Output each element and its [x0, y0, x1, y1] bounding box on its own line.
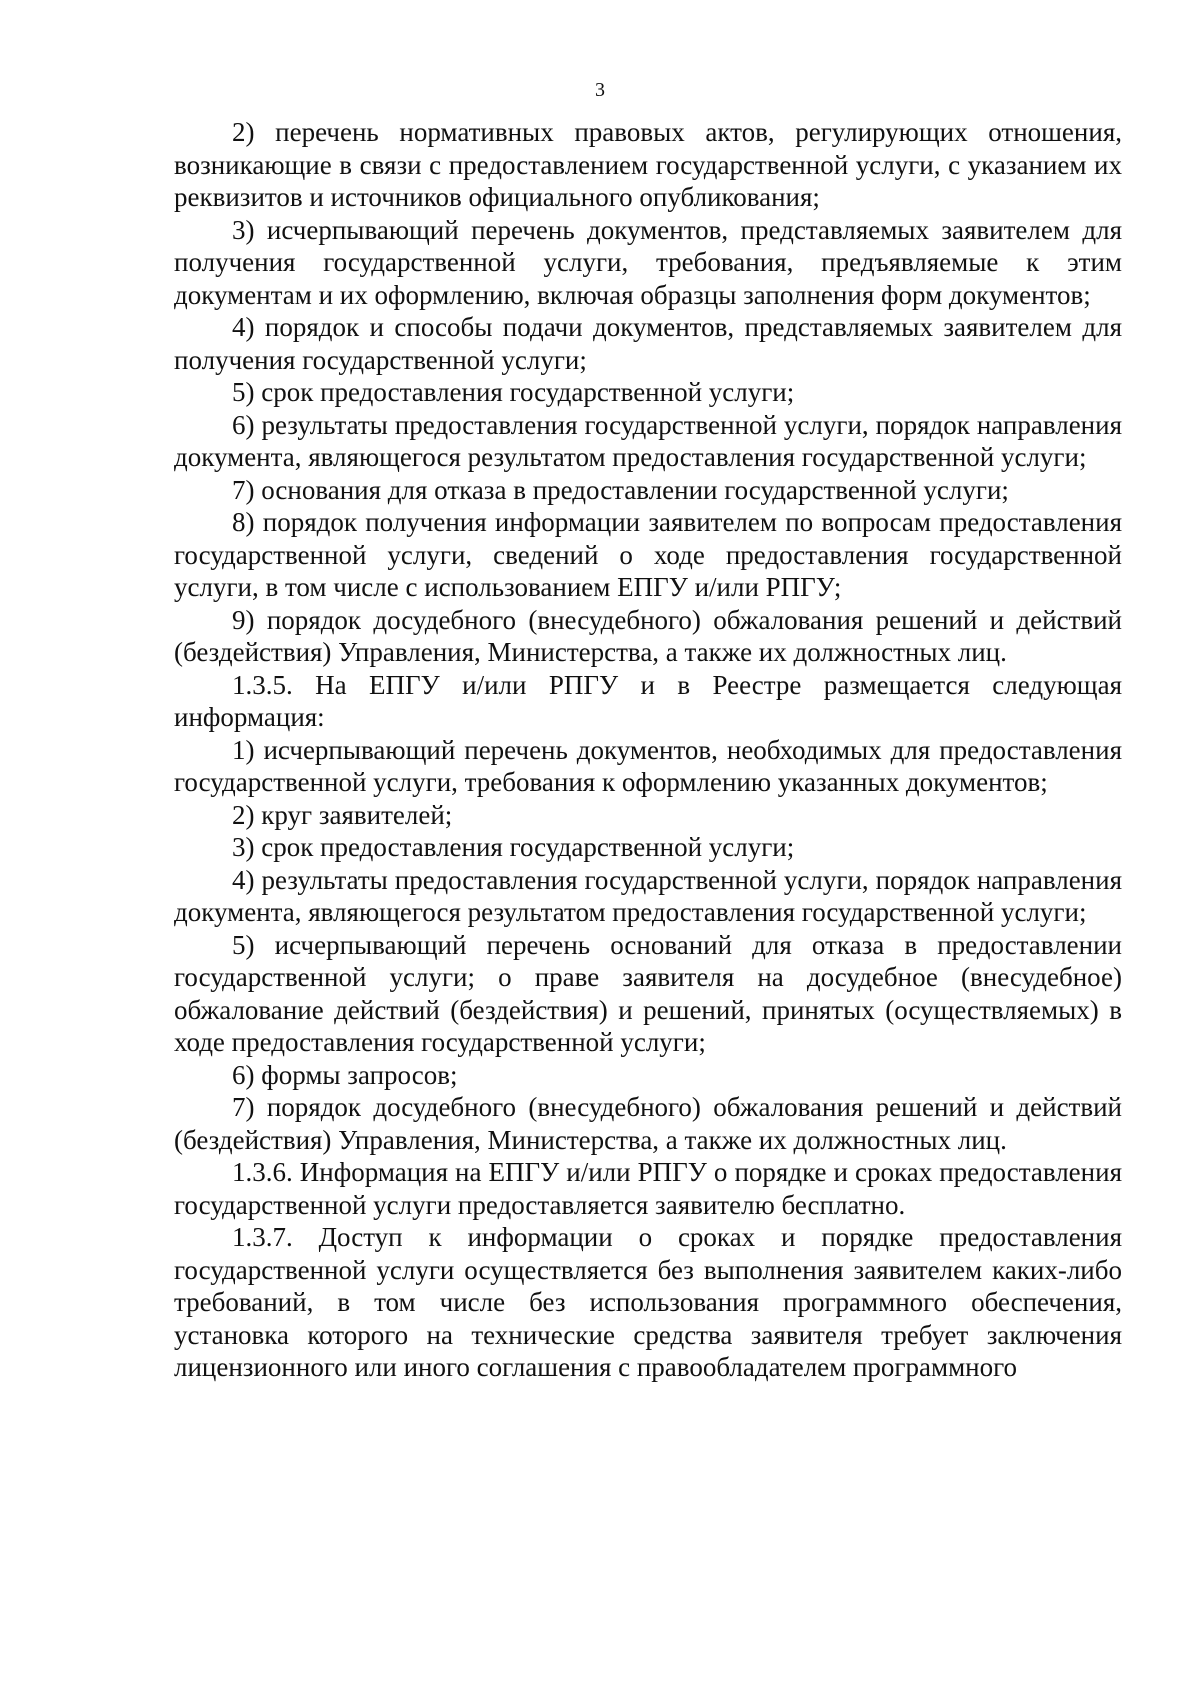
paragraph-list-item-6: 6) формы запросов; — [232, 1059, 458, 1090]
document-body — [174, 116, 1122, 1384]
paragraph-item-2: 2) перечень нормативных правовых актов, регулирующих отношения, возникающие в связи с предоставлением государственной услуги, с указанием их реквизитов и источников официального опубликования; — [174, 117, 1122, 212]
paragraph-item-4: 4) порядок и способы подачи документов, представляемых заявителем для получения государственной услуги; — [174, 312, 1122, 375]
paragraph-item-9: 9) порядок досудебного (внесудебного) обжалования решений и действий (бездействия) Управления, Министерства, а также их должностных лиц. — [174, 604, 1122, 667]
paragraph-item-7: 7) основания для отказа в предоставлении государственной услуги; — [232, 474, 1009, 505]
paragraph-item-6: 6) результаты предоставления государственной услуги, порядок направления документа, являющегося результатом предоставления государственной услуги; — [174, 409, 1122, 472]
paragraph-item-8: 8) порядок получения информации заявителем по вопросам предоставления государственной услуги, сведений о ходе предоставления государственной услуги, в том числе с использованием ЕПГУ и/или РПГУ; — [174, 507, 1122, 602]
paragraph-item-3: 3) исчерпывающий перечень документов, представляемых заявителем для получения государственной услуги, требования, предъявляемые к этим документам и их оформлению, включая образцы заполнения форм документов; — [174, 214, 1122, 310]
paragraph-section-1-3-6: 1.3.6. Информация на ЕПГУ и/или РПГУ о порядке и сроках предоставления государственной услуги предоставляется заявителю бесплатно. — [174, 1157, 1122, 1220]
paragraph-item-5: 5) срок предоставления государственной услуги; — [232, 377, 795, 407]
paragraph-list-item-4: 4) результаты предоставления государственной услуги, порядок направления документа, являющегося результатом предоставления государственной услуги; — [174, 864, 1122, 927]
paragraph-section-1-3-7: 1.3.7. Доступ к информации о сроках и порядке предоставления государственной услуги осуществляется без выполнения заявителем каких-либо требований, в том числе без использования программного обеспечения, установка которого на технические средства заявителя требует заключения лицензионного или иного соглашения с правообладателем программного — [174, 1222, 1122, 1382]
paragraph-list-item-7: 7) порядок досудебного (внесудебного) обжалования решений и действий (бездействия) Управления, Министерства, а также их должностных лиц. — [174, 1092, 1122, 1155]
paragraph-list-item-1: 1) исчерпывающий перечень документов, необходимых для предоставления государственной услуги, требования к оформлению указанных документов; — [174, 734, 1122, 797]
paragraph-section-1-3-5: 1.3.5. На ЕПГУ и/или РПГУ и в Реестре размещается следующая информация: — [174, 669, 1122, 732]
page-number: 3 — [595, 79, 605, 101]
paragraph-list-item-5: 5) исчерпывающий перечень оснований для отказа в предоставлении государственной услуги; о праве заявителя на досудебное (внесудебное) обжалование действий (бездействия) и решений, принятых (осуществляемых) в ходе предоставления государственной услуги; — [174, 929, 1122, 1057]
paragraph-list-item-2: 2) круг заявителей; — [232, 799, 453, 830]
paragraph-list-item-3: 3) срок предоставления государственной услуги; — [232, 832, 795, 862]
